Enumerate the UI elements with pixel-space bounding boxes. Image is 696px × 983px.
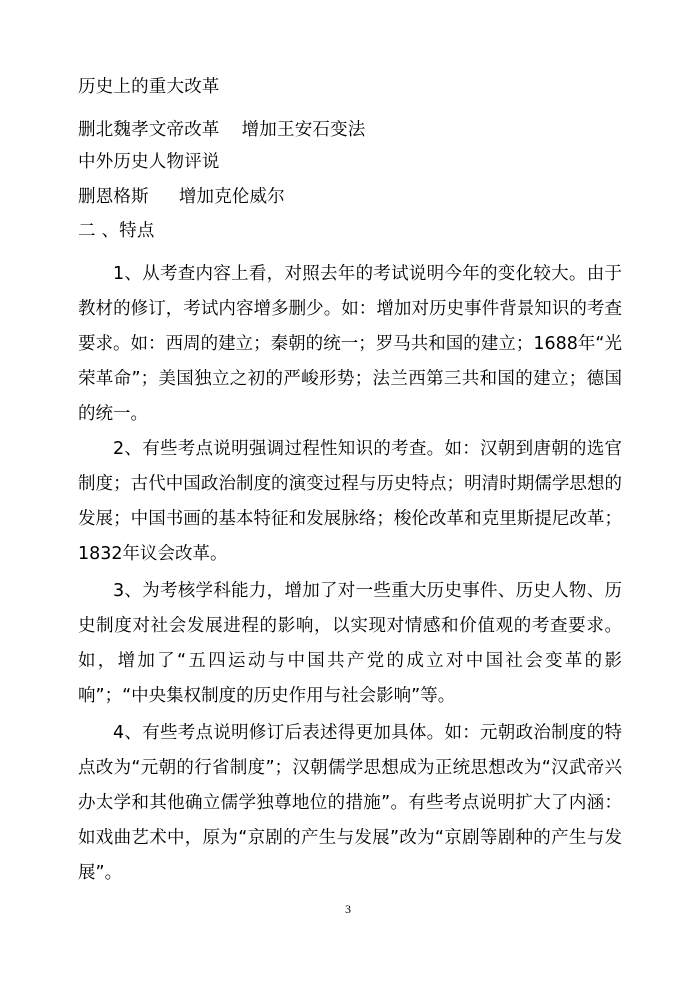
added-item: 增加克伦威尔: [178, 187, 286, 207]
reform-change-line: [78, 118, 366, 142]
paragraph-4: 4、有些考点说明修订后表述得更加具体。如：元朝政治制度的特点改为“元朝的行省制度”；汉朝儒学思想成为正统思想改为“汉武帝兴办太学和其他确立儒学独尊地位的措施”。有些考点说明扩大了内涵：如戏曲艺术中，原为“京剧的产生与发展”改为“京剧等剧种的产生与发展”。: [78, 723, 622, 883]
deleted-item: 删北魏孝文帝改革: [78, 120, 220, 140]
deleted-item: 删恩格斯: [78, 187, 149, 207]
heading-reform: 历史上的重大改革: [78, 77, 220, 97]
figures-change-line: [78, 185, 285, 209]
section-heading-features: 二 、特点: [78, 221, 155, 241]
paragraph-1: 1、从考查内容上看，对照去年的考试说明今年的变化较大。由于教材的修订，考试内容增多删少。如：增加对历史事件背景知识的考查要求。如：西周的建立；秦朝的统一；罗马共和国的建立；1688年“光荣革命”；美国独立之初的严峻形势；法兰西第三共和国的建立；德国的统一。: [78, 264, 622, 424]
heading-figures: 中外历史人物评说: [78, 152, 220, 172]
paragraph-2: 2、有些考点说明强调过程性知识的考查。如：汉朝到唐朝的选官制度；古代中国政治制度的演变过程与历史特点；明清时期儒学思想的发展；中国书画的基本特征和发展脉络；梭伦改革和克里斯提尼改革；1832年议会改革。: [78, 439, 622, 564]
paragraph-3: 3、为考核学科能力，增加了对一些重大历史事件、历史人物、历史制度对社会发展进程的影响，以实现对情感和价值观的考查要求。如，增加了“五四运动与中国共产党的成立对中国社会变革的影响”；“中央集权制度的历史作用与社会影响”等。: [78, 581, 622, 706]
added-item: 增加王安石变法: [241, 120, 366, 140]
page-number: 3: [345, 902, 351, 916]
